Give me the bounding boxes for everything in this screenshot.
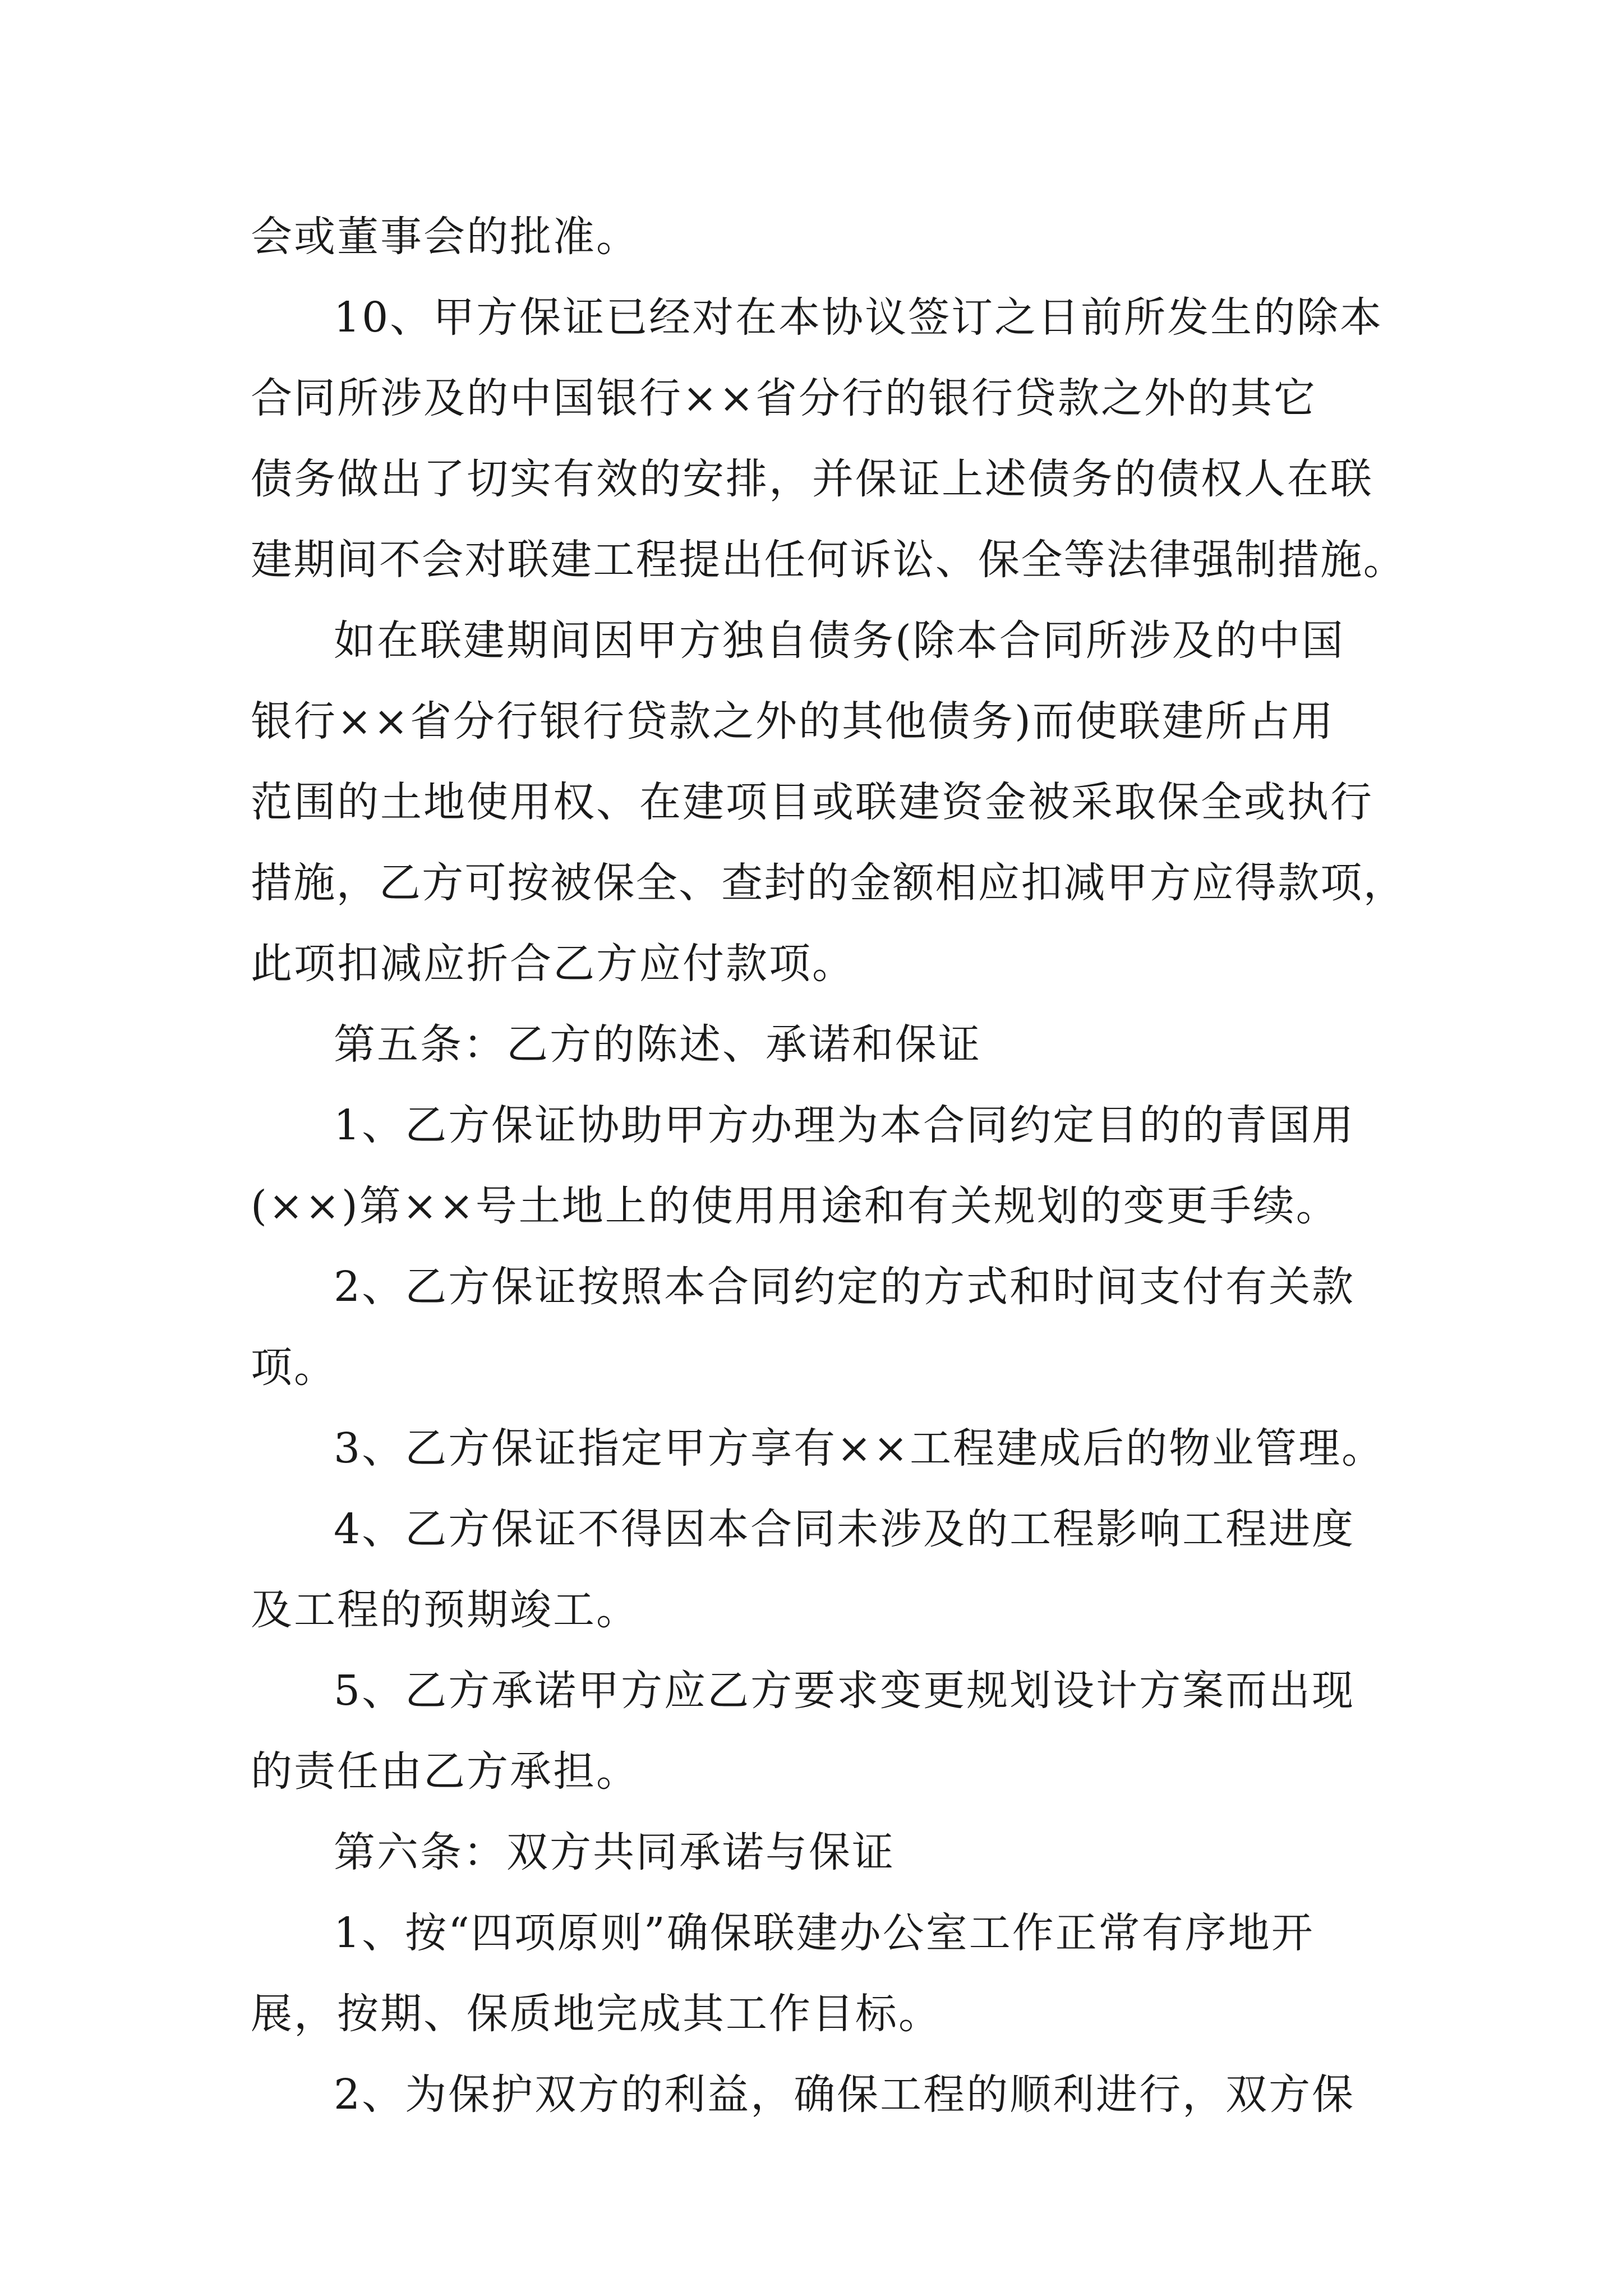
- text-line: 银行××省分行银行贷款之外的其他债务)而使联建所占用: [251, 697, 1335, 746]
- text-line: 3、乙方保证指定甲方享有××工程建成后的物业管理。: [334, 1424, 1385, 1473]
- contract-text-body: [251, 196, 1406, 2135]
- text-line: 2、为保护双方的利益，确保工程的顺利进行，双方保: [334, 2070, 1355, 2119]
- text-line: 1、按“四项原则”确保联建办公室工作正常有序地开: [334, 1909, 1315, 1957]
- text-line: 会或董事会的批准。: [251, 213, 639, 261]
- text-line: 10、甲方保证已经对在本协议签订之日前所发生的除本: [334, 293, 1384, 342]
- text-line: 及工程的预期竣工。: [251, 1586, 639, 1634]
- text-line: 的责任由乙方承担。: [251, 1747, 639, 1796]
- text-line: 1、乙方保证协助甲方办理为本合同约定目的的青国用: [334, 1101, 1355, 1149]
- text-line: 4、乙方保证不得因本合同未涉及的工程影响工程进度: [334, 1505, 1355, 1553]
- text-line: 如在联建期间因甲方独自债务(除本合同所涉及的中国: [334, 616, 1345, 665]
- article-heading: 第五条：乙方的陈述、承诺和保证: [334, 1020, 981, 1069]
- text-line: 5、乙方承诺甲方应乙方要求变更规划设计方案而出现: [334, 1667, 1355, 1715]
- text-line: 此项扣减应折合乙方应付款项。: [251, 940, 855, 988]
- text-line: 展，按期、保质地完成其工作目标。: [251, 1990, 942, 2038]
- text-line: 债务做出了切实有效的安排，并保证上述债务的债权人在联: [251, 455, 1373, 503]
- text-line: 措施，乙方可按被保全、查封的金额相应扣减甲方应得款项，: [251, 859, 1406, 907]
- text-line: 2、乙方保证按照本合同约定的方式和时间支付有关款: [334, 1263, 1355, 1311]
- article-heading: 第六条：双方共同承诺与保证: [334, 1828, 895, 1876]
- text-line: 项。: [251, 1343, 337, 1392]
- text-line: 建期间不会对联建工程提出任何诉讼、保全等法律强制措施。: [251, 536, 1406, 584]
- text-line: 合同所涉及的中国银行××省分行的银行贷款之外的其它: [251, 374, 1317, 422]
- text-line: (××)第××号土地上的使用用途和有关规划的变更手续。: [251, 1182, 1339, 1230]
- text-line: 范围的土地使用权、在建项目或联建资金被采取保全或执行: [251, 778, 1373, 826]
